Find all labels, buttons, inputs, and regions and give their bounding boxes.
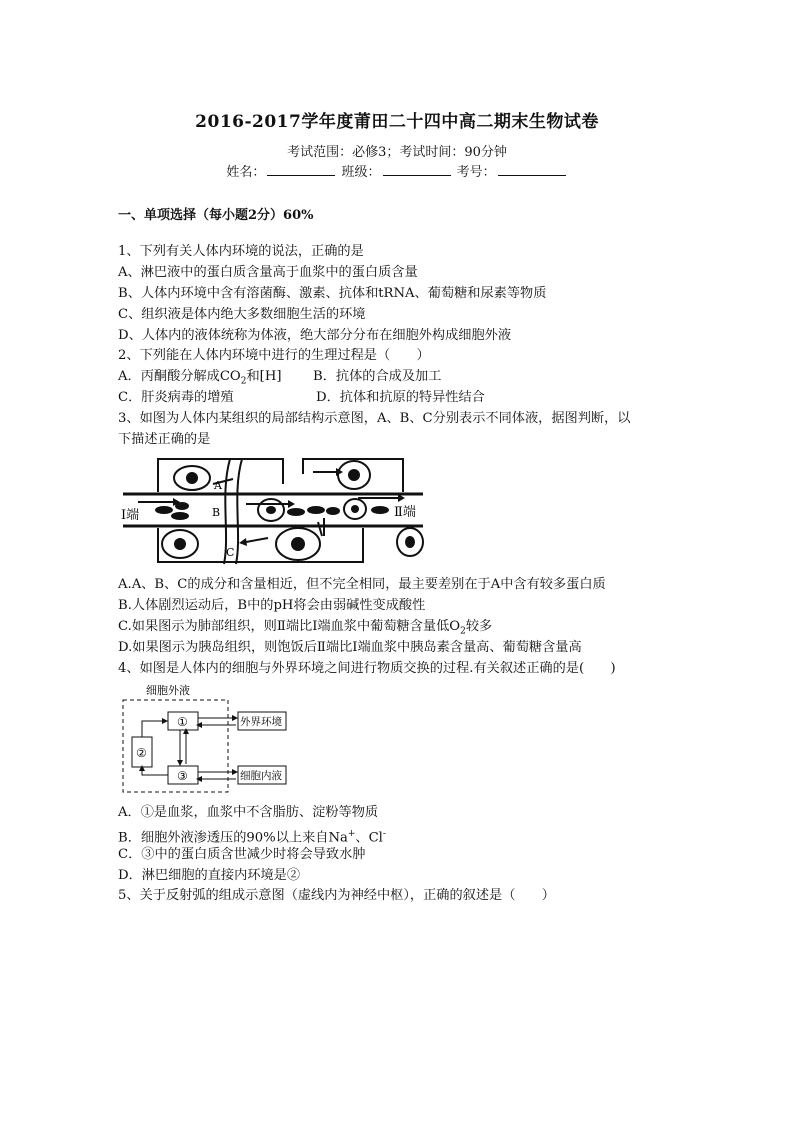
name-label: 姓名： [226, 165, 266, 180]
fig-label-b: B [212, 506, 221, 519]
class-field[interactable] [383, 163, 451, 176]
fig-label-c: C [226, 546, 235, 559]
q2-option-c: C．肝炎病毒的增殖 [118, 390, 234, 405]
q3-option-b: B.人体剧烈运动后，B中的pH将会由弱碱性变成酸性 [118, 598, 426, 613]
name-field[interactable] [267, 163, 335, 176]
fig-node-3: ③ [177, 769, 188, 783]
exam-title: 2016-2017学年度莆田二十四中高二期末生物试卷 [195, 112, 599, 132]
q2-stem: 2、下列能在人体内环境中进行的生理过程是（ ） [118, 348, 430, 363]
q1-option-d: D、人体内的液体统称为体液，绝大部分分布在细胞外构成细胞外液 [118, 328, 512, 343]
fig-node-2: ② [136, 746, 147, 760]
q1-stem: 1、下列有关人体内环境的说法，正确的是 [118, 244, 364, 259]
q4-option-c: C．③中的蛋白质含世减少时将会导致水肿 [118, 847, 366, 862]
section-heading: 一、单项选择（每小题2分）60% [118, 208, 314, 223]
q3-stem-2: 下描述正确的是 [118, 432, 211, 447]
exam-scope: 考试范围：必修3；考试时间：90分钟 [287, 145, 507, 160]
number-label: 考号： [456, 165, 496, 180]
fig-node-1: ① [177, 715, 188, 729]
class-label: 班级： [341, 165, 381, 180]
fig-end-right: Ⅱ端 [394, 505, 416, 520]
q1-option-a: A、淋巴液中的蛋白质含量高于血浆中的蛋白质含量 [118, 265, 418, 280]
fig-label-a: A [214, 479, 222, 492]
q4-option-b: B．细胞外液渗透压的90%以上来自Na+、Cl- [118, 829, 386, 846]
q4-option-a: A．①是血浆，血浆中不含脂肪、淀粉等物质 [118, 805, 379, 820]
tissue-diagram [118, 454, 428, 572]
fig-outside-env: 外界环境 [240, 716, 282, 728]
q2-option-d: D．抗体和抗原的特异性结合 [316, 390, 485, 405]
q4-stem: 4、如图是人体内的细胞与外界环境之间进行物质交换的过程.有关叙述正确的是( ) [118, 661, 616, 676]
q2-option-a: A．丙酮酸分解成$CO_2$和[H] [118, 369, 282, 387]
number-field[interactable] [498, 163, 566, 176]
q1-option-c: C、组织液是体内绝大多数细胞生活的环境 [118, 307, 366, 322]
fig-intracellular: 细胞内液 [240, 770, 282, 782]
fig-title-extracellular: 细胞外液 [146, 684, 190, 697]
q4-option-d: D．淋巴细胞的直接内环境是② [118, 868, 301, 883]
student-info-row [0, 161, 794, 180]
q3-option-a: A.A、B、C的成分和含量相近，但不完全相同，最主要差别在于A中含有较多蛋白质 [118, 577, 606, 592]
fig-end-left: Ⅰ端 [121, 508, 140, 523]
q5-stem: 5、关于反射弧的组成示意图（虚线内为神经中枢），正确的叙述是（ ） [118, 888, 555, 903]
q3-option-c: C.如果图示为肺部组织，则Ⅱ端比Ⅰ端血浆中葡萄糖含量低$O_2$较多 [118, 619, 493, 637]
q3-stem-1: 3、如图为人体内某组织的局部结构示意图，A、B、C分别表示不同体液，据图判断，以 [118, 411, 631, 426]
q2-option-b: B．抗体的合成及加工 [313, 369, 442, 384]
q3-option-d: D.如果图示为胰岛组织，则饱饭后Ⅱ端比Ⅰ端血浆中胰岛素含量高、葡萄糖含量高 [118, 640, 582, 655]
exchange-diagram [118, 682, 318, 798]
q1-option-b: B、人体内环境中含有溶菌酶、激素、抗体和tRNA、葡萄糖和尿素等物质 [118, 286, 547, 301]
